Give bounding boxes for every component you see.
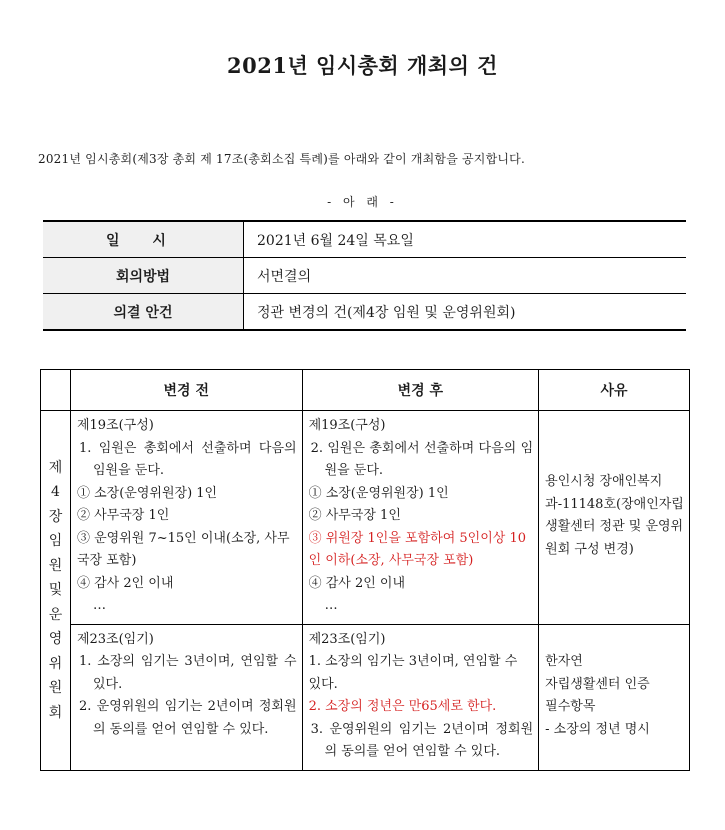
header-reason: 사유 xyxy=(539,370,690,411)
side-label-char: 위 xyxy=(48,655,63,672)
clause-text: ④ 감사 2인 이내 xyxy=(76,575,174,591)
side-label-char: 원 xyxy=(48,680,63,696)
amended-clause-text: 2. 소장의 정년은 만65세로 한다. xyxy=(308,699,497,714)
article-heading: 제23조(임기) xyxy=(76,631,154,647)
side-label-char: 및 xyxy=(48,582,63,598)
clause-text: ① 소장(운영위원장) 1인 xyxy=(76,485,218,501)
reason-line: 한자연 xyxy=(545,654,583,669)
side-label-char: 제 xyxy=(48,459,63,476)
before-article23 xyxy=(70,624,302,770)
clause-text: ④ 감사 2인 이내 xyxy=(308,575,406,591)
side-label-char: 회 xyxy=(48,704,63,721)
reason-line: 자립생활센터 인증 xyxy=(545,676,650,692)
info-label: 회의방법 xyxy=(43,258,244,294)
separator-label: - 아 래 - xyxy=(327,195,398,209)
reason-line: - 소장의 정년 명시 xyxy=(545,721,650,737)
clause-text: ② 사무국장 1인 xyxy=(76,508,170,523)
side-label-char: 영 xyxy=(48,631,63,647)
document-title: 2021년 임시총회 개최의 건 xyxy=(227,53,498,78)
chapter-side-label-text xyxy=(41,456,70,726)
comparison-header-row xyxy=(41,370,690,411)
info-value: 서면결의 xyxy=(244,258,687,294)
reason-article19: 용인시청 장애인복지과-11148호(장애인자립생활센터 정관 및 운영위원회 구성 변경) xyxy=(539,411,690,625)
info-row-method xyxy=(43,258,686,294)
header-after: 변경 후 xyxy=(302,370,539,411)
before-article19 xyxy=(70,411,302,625)
clause-text: 2. 임원은 총회에서 선출하며 다음의 임원을 둔다. xyxy=(310,440,534,478)
clause-text: ② 사무국장 1인 xyxy=(308,508,401,523)
clause-text: 1. 소장의 임기는 3년이며, 연임할 수 있다. xyxy=(78,654,297,692)
corner-cell xyxy=(41,370,71,411)
clause-text: 1. 소장의 임기는 3년이며, 연임할 수 있다. xyxy=(308,654,518,692)
info-value: 2021년 6월 24일 목요일 xyxy=(244,221,687,258)
clause-text: 1. 임원은 총회에서 선출하며 다음의 임원을 둔다. xyxy=(78,440,297,478)
clause-text: 2. 운영위원의 임기는 2년이며 정회원의 동의를 얻어 연임할 수 있다. xyxy=(78,699,297,737)
header-before: 변경 전 xyxy=(70,370,302,411)
reason-line: 필수항목 xyxy=(545,699,596,714)
comparison-row-article19 xyxy=(41,411,690,625)
side-label-char: 장 xyxy=(48,508,63,525)
ellipsis: … xyxy=(92,598,106,613)
clause-text: 3. 운영위원의 임기는 2년이며 정회원의 동의를 얻어 연임할 수 있다. xyxy=(310,721,534,759)
after-article19 xyxy=(302,411,539,625)
article-heading: 제19조(구성) xyxy=(76,418,154,433)
article-heading: 제23조(임기) xyxy=(308,631,386,647)
info-row-agenda xyxy=(43,294,686,331)
amendment-comparison-table xyxy=(40,369,690,771)
side-label-char: 원 xyxy=(48,557,63,574)
clause-text: ① 소장(운영위원장) 1인 xyxy=(308,485,449,501)
ellipsis: … xyxy=(324,598,338,613)
article-heading: 제19조(구성) xyxy=(308,418,386,433)
reason-article23 xyxy=(539,624,690,770)
chapter-side-label xyxy=(41,411,71,771)
amended-clause-text: ③ 위원장 1인을 포함하여 5인이상 10인 이하(소장, 사무국장 포함) xyxy=(308,530,527,568)
info-row-datetime xyxy=(43,221,686,258)
after-article23 xyxy=(302,624,539,770)
side-label-char: 4 xyxy=(51,484,60,500)
info-label: 일 시 xyxy=(43,221,244,258)
comparison-row-article23 xyxy=(41,624,690,770)
info-value: 정관 변경의 건(제4장 임원 및 운영위원회) xyxy=(257,304,516,321)
info-label: 의결 안건 xyxy=(43,294,244,331)
notice-text: 2021년 임시총회(제3장 총회 제 17조(총회소집 특례)를 아래와 같이 개최함을 공지합니다. xyxy=(38,152,525,166)
side-label-char: 임 xyxy=(48,533,63,549)
clause-text: ③ 운영위원 7~15인 이내(소장, 사무국장 포함) xyxy=(76,530,290,568)
side-label-char: 운 xyxy=(48,606,63,623)
meeting-info-table xyxy=(43,220,686,331)
